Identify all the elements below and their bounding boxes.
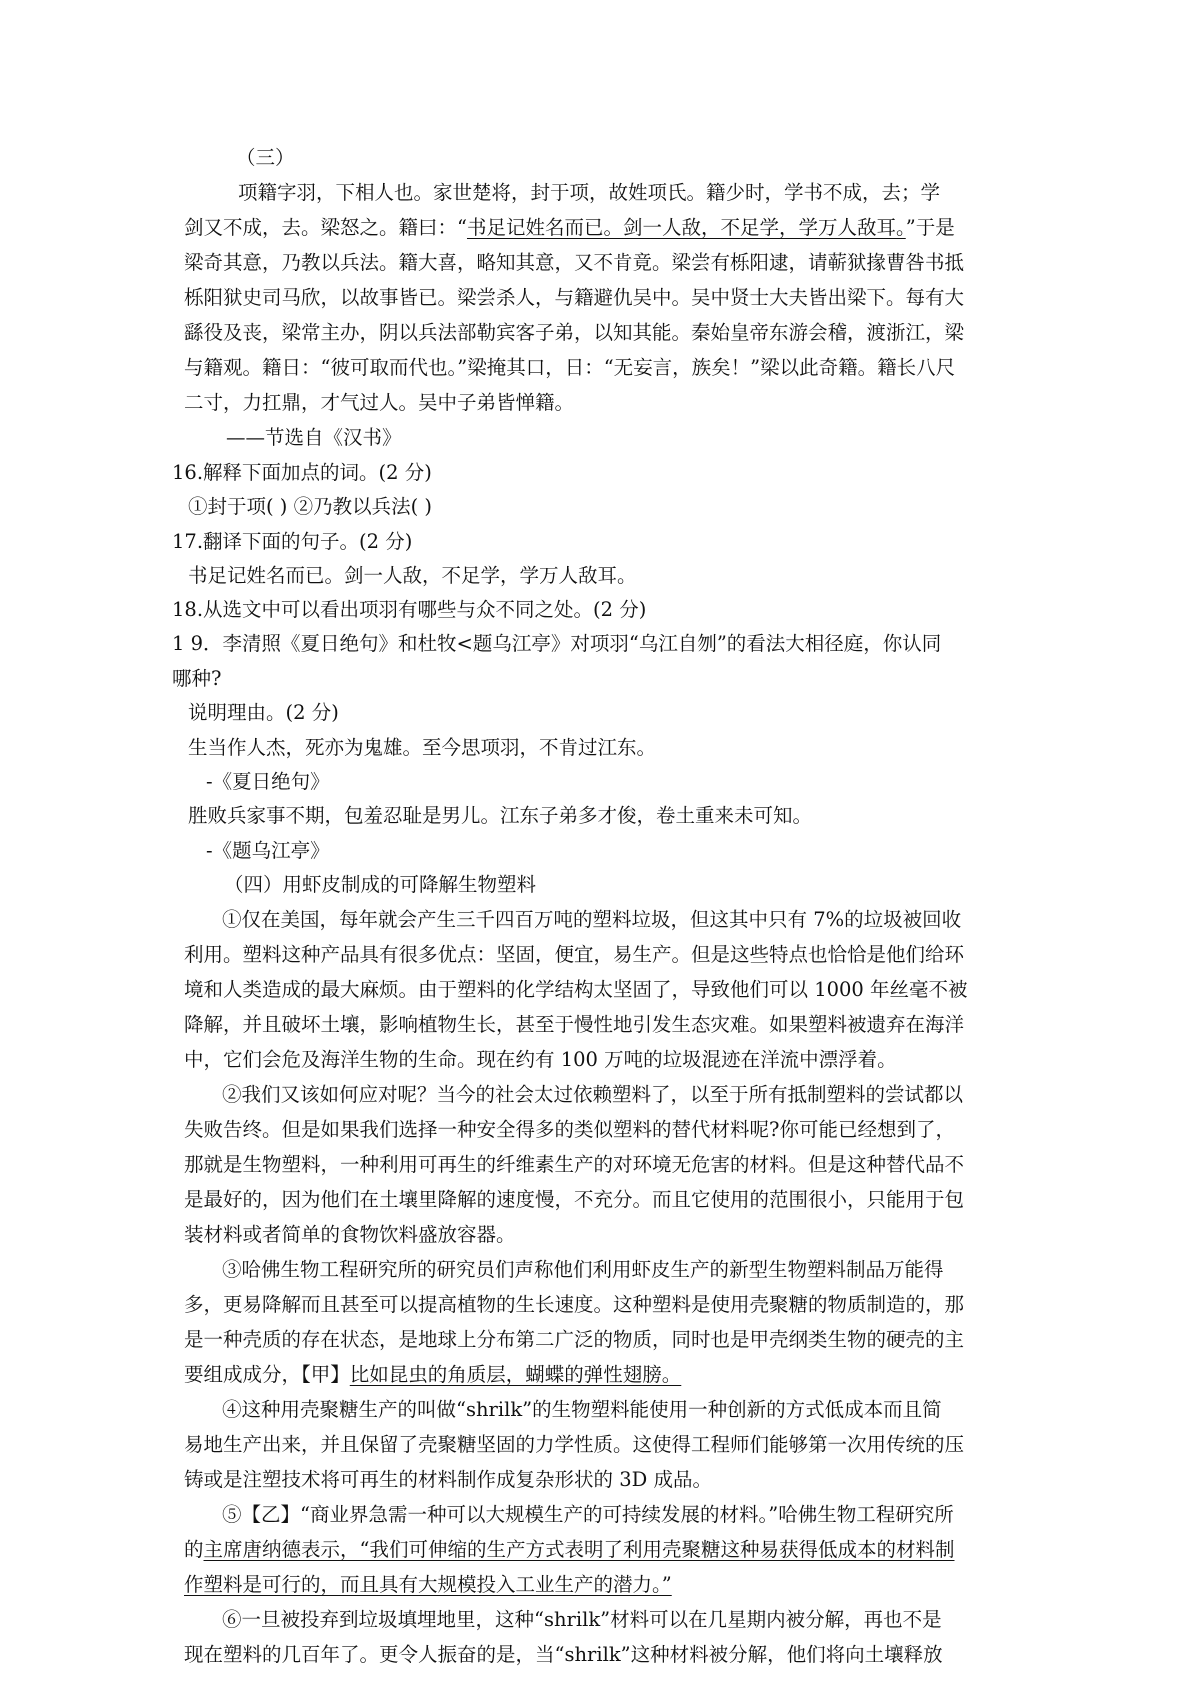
poem-1-source: -《夏日绝句》 — [206, 770, 330, 793]
passage3-line-2 — [184, 218, 955, 238]
underlined-sentence-yi-end: 作塑料是可行的，而且具有大规模投入工业生产的潜力。” — [184, 1573, 672, 1596]
p2-line-4: 是最好的，因为他们在土壤里降解的速度慢，不充分。而且它使用的范围很小，只能用于包 — [184, 1188, 965, 1211]
underlined-sentence-jia: 比如昆虫的角质层，蝴蝶的弹性翅膀。 — [349, 1363, 682, 1386]
passage3-line-1: 项籍字羽，下相人也。家世楚将，封于项，故姓项氏。籍少时，学书不成，去；学 — [238, 181, 941, 204]
underlined-sentence: 书足记姓名而已。剑一人敌，不足学，学万人敌耳。 — [466, 216, 906, 239]
text-segment: 要组成成分，【甲】 — [184, 1363, 350, 1386]
question-17-sentence: 书足记姓名而已。剑一人敌，不足学，学万人敌耳。 — [188, 564, 637, 587]
question-19-line-1: 1 9．李清照《夏日绝句》和杜牧<题乌江亭》对项羽“乌江自刎”的看法大相径庭，你认同 — [172, 632, 942, 655]
poem-1: 生当作人杰，死亦为鬼雄。至今思项羽，不肯过江东。 — [188, 736, 657, 759]
question-19-line-2: 哪种? — [172, 667, 222, 690]
passage3-line-4: 栎阳狱史司马欣，以故事皆已。梁尝杀人，与籍避仇吴中。吴中贤士大夫皆出梁下。每有大 — [184, 286, 965, 309]
p3-line-2: 多，更易降解而且甚至可以提高植物的生长速度。这种塑料是使用壳聚糖的物质制造的，那 — [184, 1293, 965, 1316]
question-17: 17.翻译下面的句子。(2 分) — [172, 530, 413, 553]
text-segment: ”于是 — [905, 216, 955, 239]
p5-line-1: ⑤【乙】“商业界急需一种可以大规模生产的可持续发展的材料。”哈佛生物工程研究所 — [222, 1503, 954, 1526]
passage3-source: ——节选自《汉书》 — [226, 426, 402, 449]
passage3-heading: （三） — [236, 146, 295, 169]
question-16: 16.解释下面加点的词。(2 分) — [172, 461, 432, 484]
question-16-items: ①封于项( ) ②乃教以兵法( ) — [188, 495, 433, 518]
p3-line-1: ③哈佛生物工程研究所的研究员们声称他们利用虾皮生产的新型生物塑料制品万能得 — [222, 1258, 944, 1281]
passage3-line-5: 繇役及丧，梁常主办，阴以兵法部勒宾客子弟，以知其能。秦始皇帝东游会稽，渡浙江，梁 — [184, 321, 965, 344]
p2-line-2: 失败告终。但是如果我们选择一种安全得多的类似塑料的替代材料呢?你可能已经想到了， — [184, 1118, 955, 1141]
p1-line-2: 利用。塑料这种产品具有很多优点：坚固，便宜，易生产。但是这些特点也恰恰是他们给环 — [184, 943, 965, 966]
p4-line-3: 铸或是注塑技术将可再生的材料制作成复杂形状的 3D 成品。 — [184, 1468, 712, 1491]
underlined-sentence-yi: 主席唐纳德表示，“我们可伸缩的生产方式表明了利用壳聚糖这种易获得低成本的材料制 — [203, 1538, 955, 1561]
p3-line-3: 是一种壳质的存在状态，是地球上分布第二广泛的物质，同时也是甲壳纲类生物的硬壳的主 — [184, 1328, 965, 1351]
p4-line-2: 易地生产出来，并且保留了壳聚糖坚固的力学性质。这使得工程师们能够第一次用传统的压 — [184, 1433, 965, 1456]
p2-line-3: 那就是生物塑料，一种利用可再生的纤维素生产的对环境无危害的材料。但是这种替代品不 — [184, 1153, 965, 1176]
passage4-heading: （四）用虾皮制成的可降解生物塑料 — [224, 873, 537, 896]
p6-line-2: 现在塑料的几百年了。更令人振奋的是，当“shrilk”这种材料被分解，他们将向土壤释放 — [184, 1643, 943, 1666]
text-segment: 剑又不成，去。梁怒之。籍曰：“ — [184, 216, 467, 239]
p5-line-2 — [184, 1540, 955, 1560]
passage3-line-3: 梁奇其意，乃教以兵法。籍大喜，略知其意，又不肯竟。梁尝有栎阳逮，请蕲狱掾曹咎书抵 — [184, 251, 965, 274]
p6-line-1: ⑥一旦被投弃到垃圾填埋地里，这种“shrilk”材料可以在几星期内被分解，再也不是 — [222, 1608, 942, 1631]
p3-line-4 — [184, 1365, 681, 1385]
text-segment: 的 — [184, 1538, 204, 1561]
p1-line-3: 境和人类造成的最大麻烦。由于塑料的化学结构太坚固了，导致他们可以 1000 年丝毫不被 — [184, 978, 968, 1001]
p2-line-5: 装材料或者简单的食物饮料盛放容器。 — [184, 1223, 516, 1246]
p2-line-1: ②我们又该如何应对呢？当今的社会太过依赖塑料了，以至于所有抵制塑料的尝试都以 — [222, 1083, 964, 1106]
poem-2: 胜败兵家事不期，包羞忍耻是男儿。江东子弟多才俊，卷土重来未可知。 — [188, 804, 813, 827]
p5-line-3 — [184, 1575, 672, 1595]
p1-line-4: 降解，并且破坏土壤，影响植物生长，甚至于慢性地引发生态灾难。如果塑料被遗弃在海洋 — [184, 1013, 965, 1036]
poem-2-source: -《题乌江亭》 — [206, 839, 330, 862]
p1-line-5: 中，它们会危及海洋生物的生命。现在约有 100 万吨的垃圾混迹在洋流中漂浮着。 — [184, 1048, 897, 1071]
p1-line-1: ①仅在美国，每年就会产生三千四百万吨的塑料垃圾，但这其中只有 7%的垃圾被回收 — [222, 908, 962, 931]
passage3-line-6: 与籍观。籍日：“彼可取而代也。”梁掩其口，日：“无妄言，族矣！”梁以此奇籍。籍长八尺 — [184, 356, 956, 379]
question-18: 18.从选文中可以看出项羽有哪些与众不同之处。(2 分) — [172, 598, 647, 621]
passage3-line-7: 二寸，力扛鼎，才气过人。吴中子弟皆惮籍。 — [184, 391, 575, 414]
p4-line-1: ④这种用壳聚糖生产的叫做“shrilk”的生物塑料能使用一种创新的方式低成本而且简 — [222, 1398, 942, 1421]
question-19-line-3: 说明理由。(2 分) — [188, 701, 339, 724]
